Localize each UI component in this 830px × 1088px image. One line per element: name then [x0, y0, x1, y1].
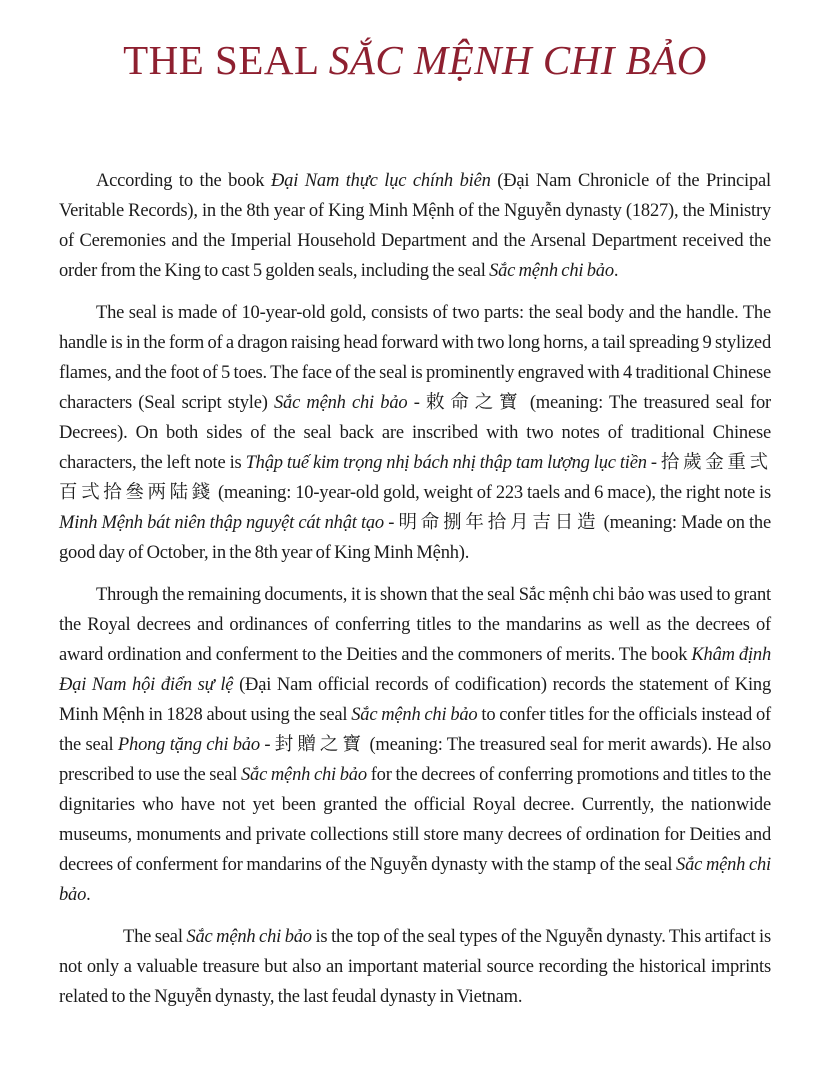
- paragraph-2: The seal is made of 10-year-old gold, consists of two parts: the seal body and the handle. The handle is in the form of a dragon raising head forward with two long horns, a tail spreading 9 stylized flames, and the foot of 5 toes. The face of the seal is prominently engraved with 4 traditional Chinese characters (Seal script style) Sắc mệnh chi bảo - 敕命之寶 (meaning: The treasured seal for Decrees). On both sides of the seal back are inscribed with two notes of traditional Chinese characters, the left note is Thập tuế kim trọng nhị bách nhị thập tam lượng lục tiền - 拾歲金重弍百弍拾叄两陆錢 (meaning: 10-year-old gold, weight of 223 taels and 6 mace), the right note is Minh Mệnh bát niên thập nguyệt cát nhật tạo - 明命捌年拾月吉日造 (meaning: Made on the good day of October, in the 8th year of King Minh Mệnh).: [59, 303, 772, 563]
- paragraph-1: According to the book Đại Nam thực lục chính biên (Đại Nam Chronicle of the Principal Veritable Records), in the 8th year of King Minh Mệnh of the Nguyễn dynasty (1827), the Ministry of Ceremonies and the Imperial Household Department and the Arsenal Department received the order from the King to cast 5 golden seals, including the seal Sắc mệnh chi bảo.: [59, 171, 771, 281]
- paragraph-4: The seal Sắc mệnh chi bảo is the top of the seal types of the Nguyễn dynasty. This artifact is not only a valuable treasure but also an important material source recording the historical imprints related to the Nguyễn dynasty, the last feudal dynasty in Vietnam.: [59, 927, 771, 1007]
- page-title: [59, 36, 771, 84]
- page-title-italic: SẮC MỆNH CHI BẢO: [328, 37, 707, 83]
- page-title-roman: THE SEAL: [123, 37, 329, 83]
- article-body: [59, 166, 771, 1012]
- paragraph-3: Through the remaining documents, it is shown that the seal Sắc mệnh chi bảo was used to grant the Royal decrees and ordinances of conferring titles to the mandarins as well as the decrees of award ordination and conferment to the Deities and the commoners of merits. The book Khâm định Đại Nam hội điển sự lệ (Đại Nam official records of codification) records the statement of King Minh Mệnh in 1828 about using the seal Sắc mệnh chi bảo to confer titles for the officials instead of the seal Phong tặng chi bảo - 封贈之寶 (meaning: The treasured seal for merit awards). He also prescribed to use the seal Sắc mệnh chi bảo for the decrees of conferring promotions and titles to the dignitaries who have not yet been granted the official Royal decree. Currently, the nationwide museums, monuments and private collections still store many decrees of ordination for Deities and decrees of conferment for mandarins of the Nguyễn dynasty with the stamp of the seal Sắc mệnh chi bảo.: [59, 585, 772, 905]
